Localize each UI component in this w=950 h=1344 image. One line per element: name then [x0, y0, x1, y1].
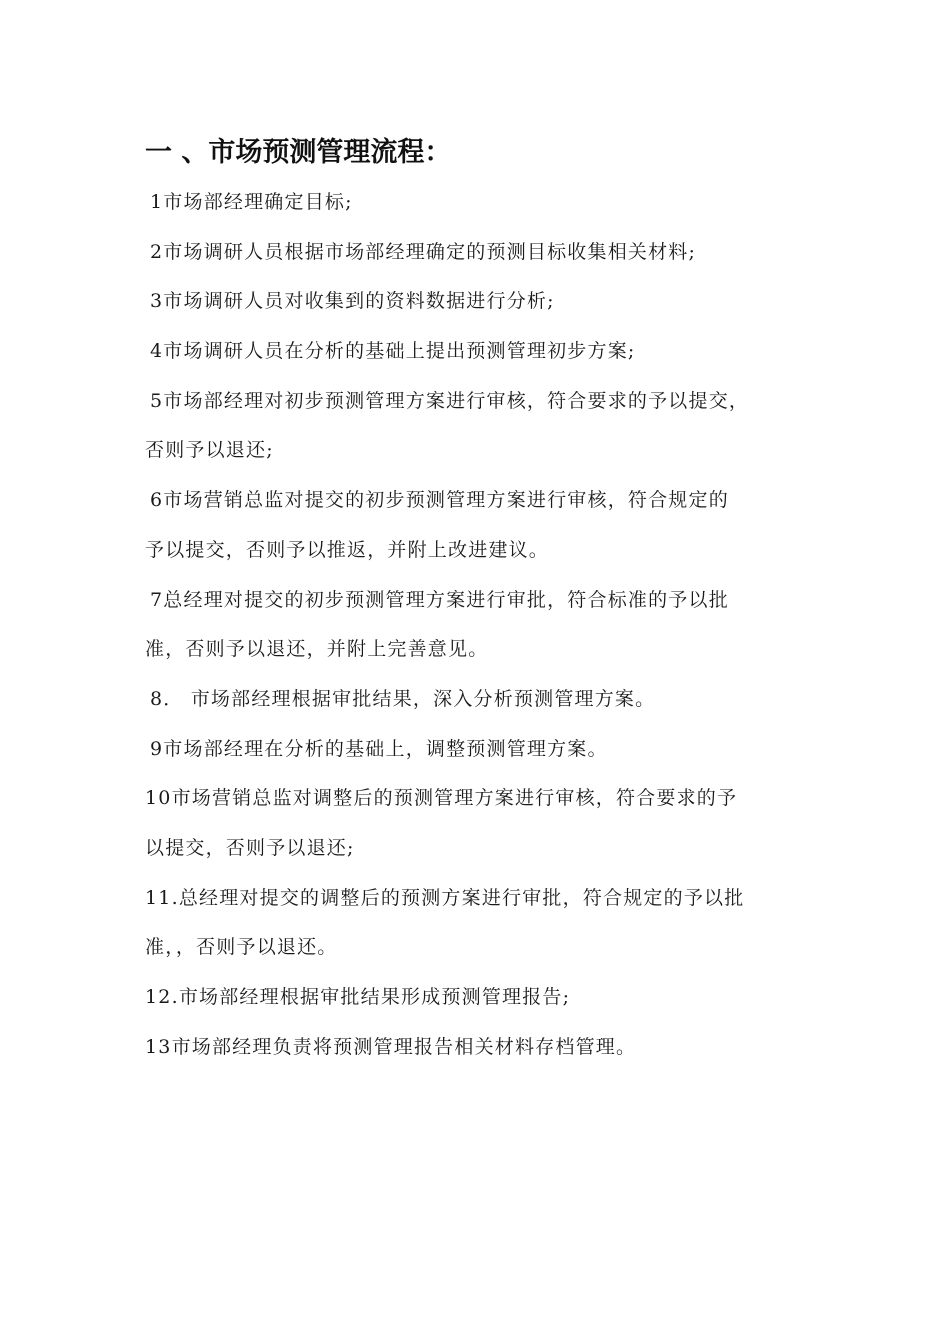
- section-heading: 一 、市场预测管理流程：: [145, 137, 452, 168]
- step-line: 3市场调研人员对收集到的资料数据进行分析;: [150, 290, 555, 313]
- step-line: 2市场调研人员根据市场部经理确定的预测目标收集相关材料;: [150, 240, 697, 263]
- step-line: 9市场部经理在分析的基础上，调整预测管理方案。: [150, 737, 608, 760]
- step-line: 8． 市场部经理根据审批结果，深入分析预测管理方案。: [150, 687, 656, 710]
- step-line: 12.市场部经理根据审批结果形成预测管理报告;: [145, 986, 571, 1008]
- step-line: 1市场部经理确定目标;: [150, 191, 353, 213]
- process-steps: [145, 178, 825, 1072]
- step-line: 4市场调研人员在分析的基础上提出预测管理初步方案;: [150, 340, 636, 363]
- step-line: 13市场部经理负责将预测管理报告相关材料存档管理。: [145, 1035, 637, 1058]
- step-line-continuation: 否则予以退还;: [145, 439, 274, 462]
- step-line-continuation: 准，，否则予以退还。: [145, 936, 338, 959]
- step-line: 11.总经理对提交的调整后的预测方案进行审批，符合规定的予以批: [145, 886, 745, 909]
- step-line-continuation: 以提交，否则予以退还;: [145, 836, 355, 859]
- step-line: 7总经理对提交的初步预测管理方案进行审批，符合标准的予以批: [150, 588, 729, 611]
- step-line: 5市场部经理对初步预测管理方案进行审核，符合要求的予以提交，: [150, 389, 750, 412]
- document-content: [145, 128, 825, 1072]
- step-line-continuation: 准，否则予以退还，并附上完善意见。: [145, 638, 489, 661]
- step-line: 6市场营销总监对提交的初步预测管理方案进行审核，符合规定的: [150, 489, 729, 512]
- step-line-continuation: 予以提交，否则予以推返，并附上改进建议。: [145, 538, 550, 561]
- step-line: 10市场营销总监对调整后的预测管理方案进行审核，符合要求的予: [145, 787, 738, 810]
